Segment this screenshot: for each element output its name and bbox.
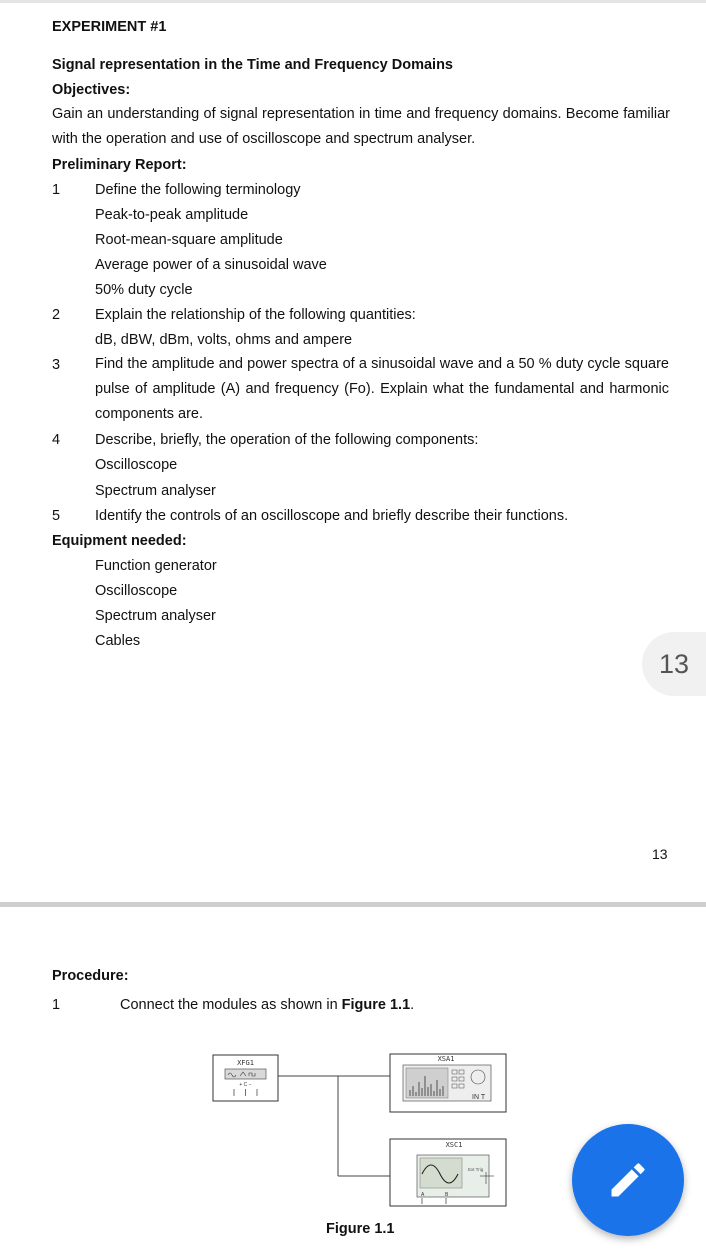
item-number: 3 <box>52 357 61 373</box>
item-text: Describe, briefly, the operation of the following components: <box>95 432 479 448</box>
spectrum-analyser-block <box>390 1054 506 1112</box>
generator-jacks-label: + C − <box>239 1082 252 1088</box>
item-number: 1 <box>52 182 61 198</box>
item-number: 4 <box>52 432 61 448</box>
item-number: 5 <box>52 508 61 524</box>
experiment-title: Signal representation in the Time and Frequency Domains <box>52 57 453 73</box>
oscilloscope-block <box>390 1139 506 1206</box>
circuit-diagram <box>210 1050 510 1210</box>
scope-trig-label: Ext Trig <box>468 1167 484 1172</box>
procedure-heading: Procedure: <box>52 968 129 984</box>
equipment-item: Spectrum analyser <box>95 608 216 624</box>
function-generator-block <box>213 1055 278 1101</box>
generator-label: XFG1 <box>237 1059 254 1067</box>
step-text: Connect the modules as shown in Figure 1.1. <box>120 997 415 1013</box>
figure-caption: Figure 1.1 <box>326 1221 395 1237</box>
edit-fab-button[interactable] <box>572 1124 684 1236</box>
item-text: Identify the controls of an oscilloscope and briefly describe their functions. <box>95 508 569 524</box>
scope-channel-b: B <box>445 1192 449 1198</box>
preliminary-heading: Preliminary Report: <box>52 157 187 173</box>
experiment-heading: EXPERIMENT #1 <box>52 19 167 35</box>
item-subtext: Peak-to-peak amplitude <box>95 207 249 223</box>
pencil-icon <box>606 1158 650 1202</box>
item-text: Define the following terminology <box>95 182 301 198</box>
item-number: 2 <box>52 307 61 323</box>
item-subtext: 50% duty cycle <box>95 282 193 298</box>
scope-label: XSC1 <box>445 1141 463 1149</box>
equipment-item: Cables <box>95 633 141 649</box>
step-number: 1 <box>52 997 61 1013</box>
scope-channel-a: A <box>421 1192 425 1198</box>
equipment-heading: Equipment needed: <box>52 533 187 549</box>
objectives-text: Gain an understanding of signal representation in time and frequency domains. Become familiar with the operation and use of oscilloscope and spectrum analyser. <box>52 106 670 147</box>
item-text: Explain the relationship of the following quantities: <box>95 307 416 323</box>
analyser-io-label: IN T <box>472 1094 486 1101</box>
item-subtext: dB, dBW, dBm, volts, ohms and ampere <box>95 332 353 348</box>
page-indicator-badge[interactable]: 13 <box>642 632 706 696</box>
item-subtext: Oscilloscope <box>95 457 178 473</box>
page-number: 13 <box>652 846 668 862</box>
equipment-item: Oscilloscope <box>95 583 178 599</box>
item-subtext: Root-mean-square amplitude <box>95 232 283 248</box>
equipment-item: Function generator <box>95 558 217 574</box>
objectives-heading: Objectives: <box>52 82 131 98</box>
item-text: Find the amplitude and power spectra of a sinusoidal wave and a 50 % duty cycle square pulse of amplitude (A) and frequency (Fo). Explain what the fundamental and harmonic components are. <box>95 356 669 422</box>
item-subtext: Average power of a sinusoidal wave <box>95 257 327 273</box>
analyser-label: XSA1 <box>437 1055 455 1063</box>
item-subtext: Spectrum analyser <box>95 483 216 499</box>
